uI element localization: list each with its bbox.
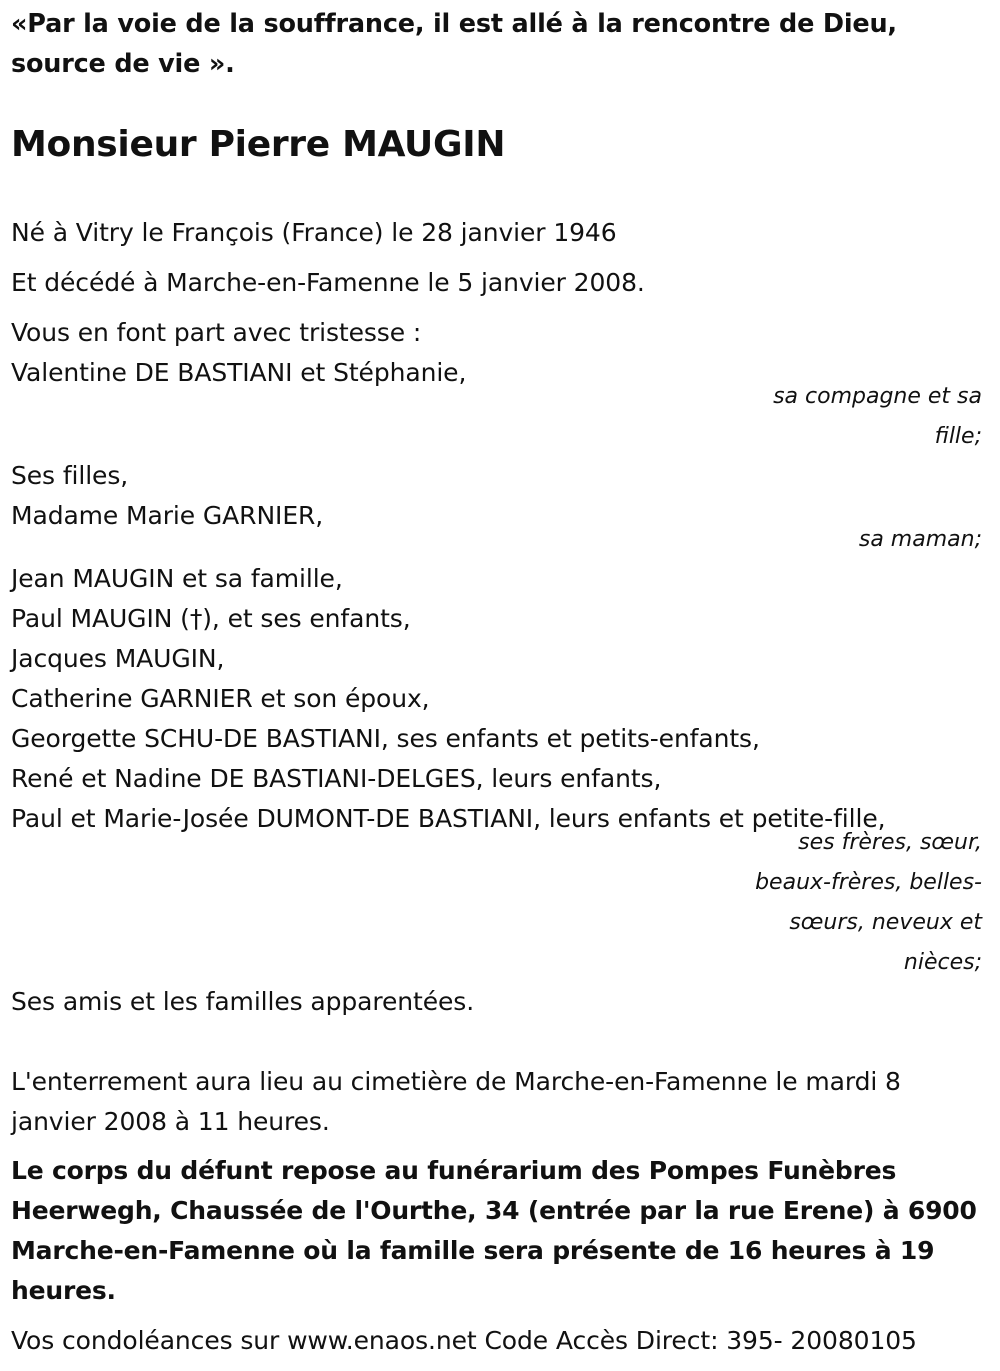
condolences-line bbox=[11, 1321, 917, 1361]
condolences-prefix: Vos condoléances sur bbox=[11, 1326, 288, 1355]
epigraph-quote: «Par la voie de la souffrance, il est allé à la rencontre de Dieu, source de vie ». bbox=[11, 9, 897, 79]
deceased-name: Monsieur Pierre MAUGIN bbox=[11, 124, 506, 165]
burial-info: L'enterrement aura lieu au cimetière de Marche-en-Famenne le mardi 8 janvier 2008 à 11 heures. bbox=[11, 1067, 901, 1136]
family-name-line: Paul MAUGIN (†), et ses enfants, bbox=[11, 604, 411, 633]
family-name-line: Paul et Marie-Josée DUMONT-DE BASTIANI, leurs enfants et petite-fille, bbox=[11, 804, 886, 833]
family-name-line: René et Nadine DE BASTIANI-DELGES, leurs enfants, bbox=[11, 764, 662, 793]
announcement-intro: Vous en font part avec tristesse : bbox=[11, 318, 422, 347]
relation-mother: sa maman; bbox=[858, 527, 982, 552]
family-name-line: Jean MAUGIN et sa famille, bbox=[11, 564, 343, 593]
condolences-access-code: Code Accès Direct: 395- 20080105 bbox=[476, 1326, 917, 1355]
friends-line: Ses amis et les familles apparentées. bbox=[11, 987, 475, 1016]
funerarium-info: Le corps du défunt repose au funérarium des Pompes Funèbres Heerwegh, Chaussée de l'Ourthe, 34 (entrée par la rue Erene) à 6900 Marche-en-Famenne où la famille sera présente de 16 heures à 19 heures. bbox=[11, 1156, 977, 1305]
family-name-line: Madame Marie GARNIER, bbox=[11, 501, 324, 530]
death-info: Et décédé à Marche-en-Famenne le 5 janvier 2008. bbox=[11, 268, 645, 297]
relation-siblings: ses frères, sœur, beaux-frères, belles-sœurs, neveux et nièces; bbox=[755, 830, 982, 975]
family-name-line: Catherine GARNIER et son époux, bbox=[11, 684, 430, 713]
family-name-line: Ses filles, bbox=[11, 461, 129, 490]
birth-info: Né à Vitry le François (France) le 28 janvier 1946 bbox=[11, 218, 617, 247]
family-name-line: Georgette SCHU-DE BASTIANI, ses enfants et petits-enfants, bbox=[11, 724, 760, 753]
family-name-line: Valentine DE BASTIANI et Stéphanie, bbox=[11, 358, 467, 387]
relation-companion-daughter: sa compagne et sa fille; bbox=[773, 384, 982, 449]
condolences-link[interactable]: www.enaos.net bbox=[287, 1326, 477, 1355]
family-name-line: Jacques MAUGIN, bbox=[11, 644, 225, 673]
